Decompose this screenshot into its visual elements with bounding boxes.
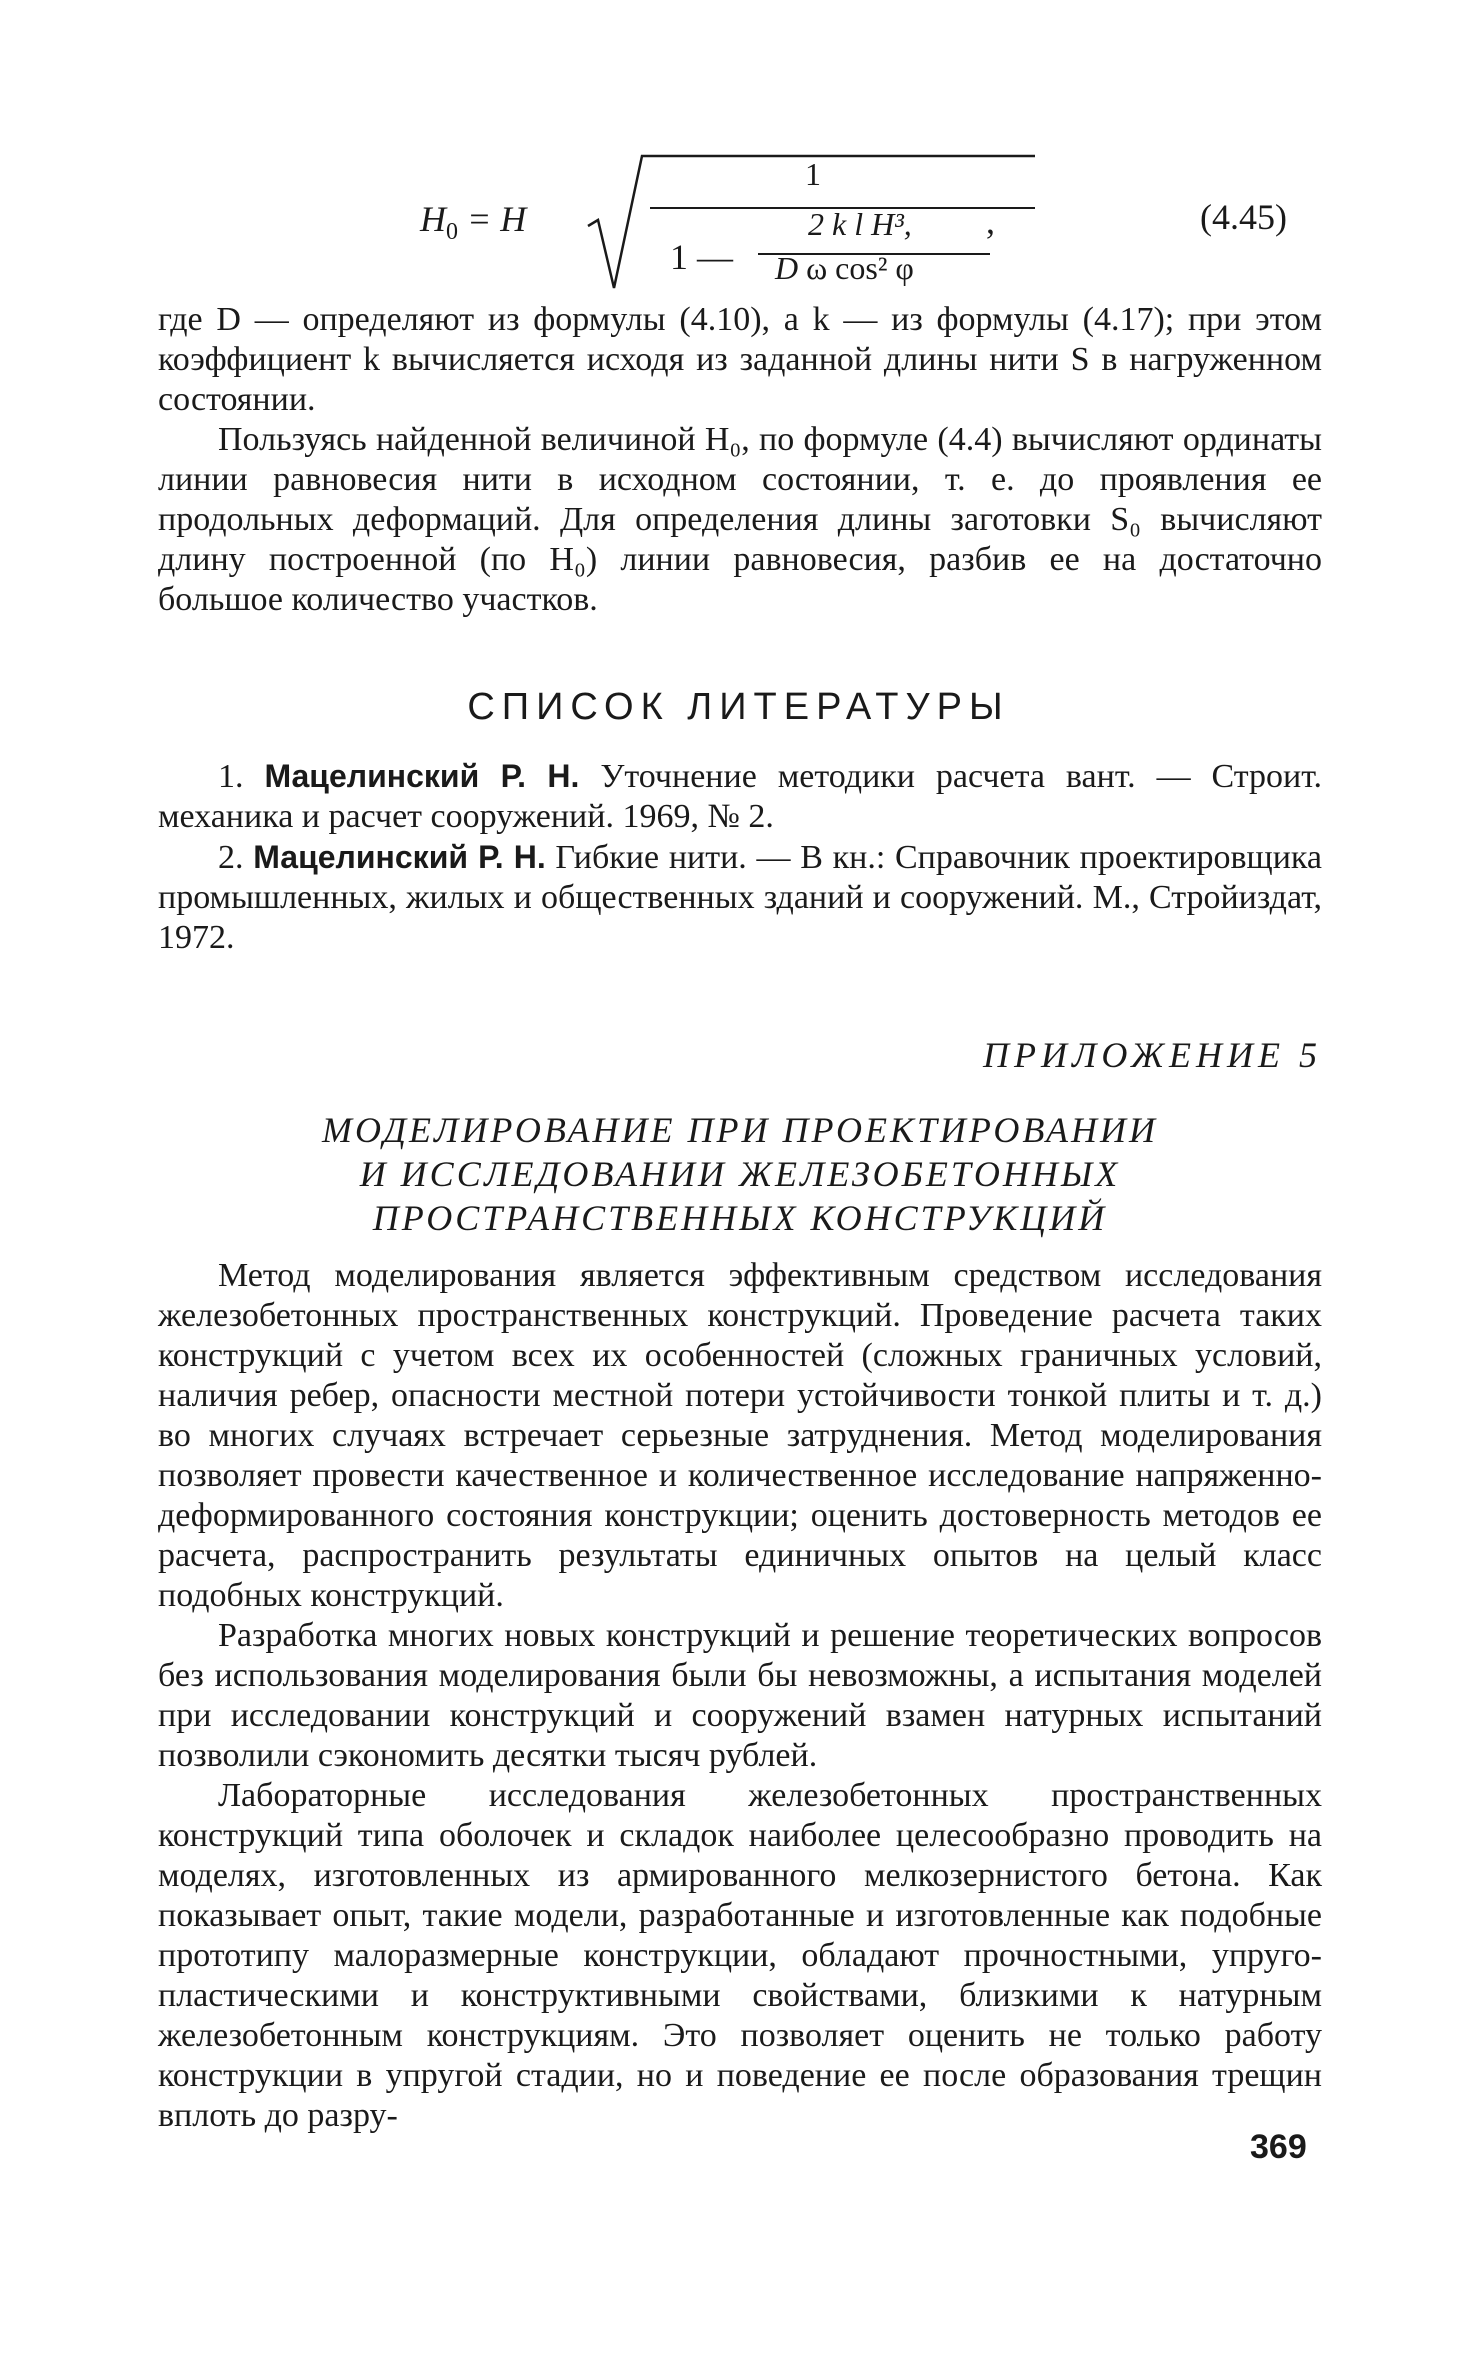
equation-number: (4.45) xyxy=(1200,197,1287,237)
page-number: 369 xyxy=(1250,2128,1307,2166)
body-paragraph: Метод моделирования является эффективным средством исследования железобетонных пространственных конструкций. Проведение расчета таких конструкций с учетом всех их особенностей (сложных граничных условий, наличия ребер, опасности местной потери устойчивости тонкой плиты и т. д.) во многих случаях встречает серьезные затруднения. Метод моделирования позволяет провести качественное и количественное исследование напряженно-деформированного состояния конструкции; оценить достоверность методов ее расчета, распространить результаты единичных опытов на целый класс подобных конструкций. xyxy=(158,1257,1322,1614)
appendix-body xyxy=(158,1256,1322,2136)
body-paragraph: Разработка многих новых конструкций и решение теоретических вопросов без использования моделирования были бы невозможны, а испытания моделей при исследовании конструкций и сооружений взамен натурных испытаний позволили сэкономить десятки тысяч рублей. xyxy=(158,1617,1322,1774)
formula-inner-denominator: D ω cos² φ xyxy=(775,250,914,286)
bibliography-heading: СПИСОК ЛИТЕРАТУРЫ xyxy=(467,686,1010,728)
bibliography-item: 2. Мацелинский Р. Н. Гибкие нити. — В кн.: Справочник проектировщика промышленных, жилых и общественных зданий и сооружений. М., Стройиздат, 1972. xyxy=(158,839,1322,956)
bibliography-item: 1. Мацелинский Р. Н. Уточнение методики расчета вант. — Строит. механика и расчет сооружений. 1969, № 2. xyxy=(158,758,1323,835)
formula-numerator: 1 xyxy=(805,156,821,192)
formula-inner-numerator: 2 k l H³, xyxy=(808,206,912,242)
formula-one-minus: 1 — xyxy=(670,237,733,277)
bibliography-list xyxy=(158,756,1322,958)
appendix-title xyxy=(158,1108,1322,1240)
appendix-title-line: ПРОСТРАНСТВЕННЫХ КОНСТРУКЦИЙ xyxy=(372,1198,1108,1238)
body-paragraph: Лабораторные исследования железобетонных пространственных конструкций типа оболочек и складок наиболее целесообразно проводить на моделях, изготовленных из армированного мелкозернистого бетона. Как показывает опыт, такие модели, разработанные и изготовленные как подобные прототипу малоразмерные конструкции, обладают прочностными, упруго-пластическими и конструктивными свойствами, близкими к натурным железобетонным конструкциям. Это позволяет оценить не только работу конструкции в упругой стадии, но и поведение ее после образования трещин вплоть до разру- xyxy=(158,1777,1322,2134)
appendix-title-line: И ИССЛЕДОВАНИИ ЖЕЛЕЗОБЕТОННЫХ xyxy=(359,1154,1121,1194)
appendix-title-line: МОДЕЛИРОВАНИЕ ПРИ ПРОЕКТИРОВАНИИ xyxy=(321,1110,1158,1150)
formula-4-45 xyxy=(420,148,1320,298)
paragraph-text: Пользуясь найденной величиной H₀, по формуле (4.4) вычисляют ординаты линии равновесия нити в исходном состоянии, т. е. до проявления ее продольных деформаций. Для определения длины заготовки S₀ вычисляют длину построенной (по H₀) линии равновесия, разбив ее на достаточно большое количество участков. xyxy=(158,421,1322,618)
appendix-label: ПРИЛОЖЕНИЕ 5 xyxy=(983,1035,1322,1075)
formula-comma: , xyxy=(986,201,995,241)
where-text: где D — определяют из формулы (4.10), а k — из формулы (4.17); при этом коэффициент k вычисляется исходя из заданной длины нити S в нагруженном состоянии. xyxy=(158,301,1322,418)
paragraph-h0 xyxy=(158,420,1322,620)
where-block xyxy=(158,300,1322,420)
formula-lhs: $H_0 = H$ xyxy=(420,199,527,246)
